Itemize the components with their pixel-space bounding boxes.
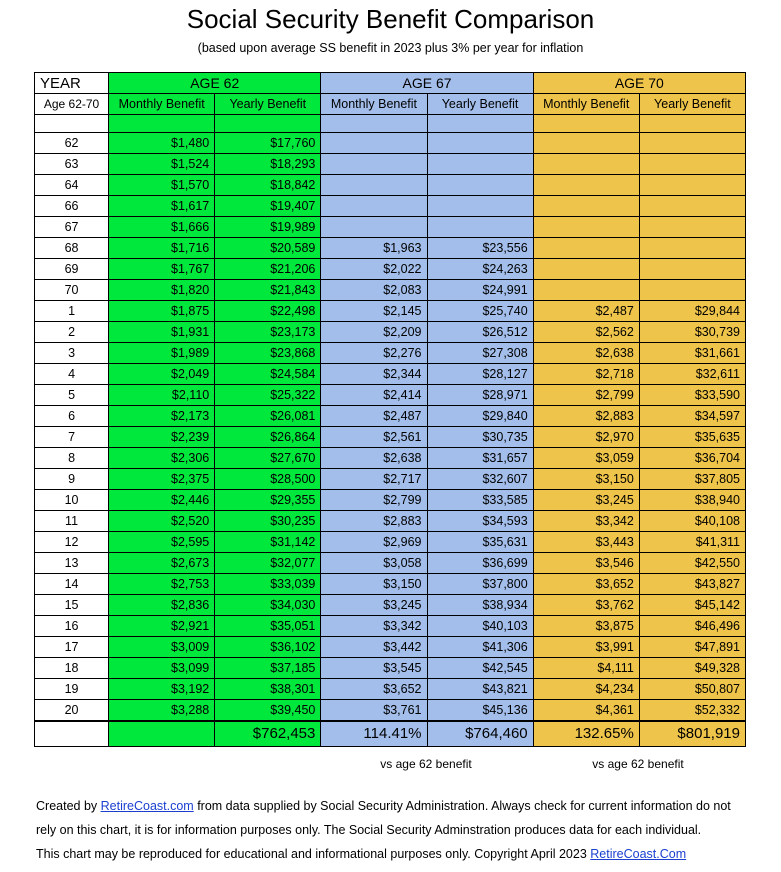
cell-age70-yearly (639, 217, 745, 238)
cell-age70-monthly: $3,245 (533, 490, 639, 511)
cell-age67-yearly: $38,934 (427, 595, 533, 616)
cell-age70-yearly: $42,550 (639, 553, 745, 574)
cell-age67-monthly: $2,145 (321, 301, 427, 322)
cell-age67-yearly: $42,545 (427, 658, 533, 679)
group-header-age62: AGE 62 (109, 73, 321, 94)
subheader-age67-yearly: Yearly Benefit (427, 94, 533, 115)
cell-age62-monthly: $2,921 (109, 616, 215, 637)
cell-age70-yearly: $34,597 (639, 406, 745, 427)
cell-age67-monthly (321, 133, 427, 154)
cell-age62-yearly: $28,500 (215, 469, 321, 490)
table-row (35, 322, 746, 343)
subheader-age62-monthly: Monthly Benefit (109, 94, 215, 115)
cell-age67-yearly: $33,585 (427, 490, 533, 511)
footer-line1-prefix: Created by (36, 799, 101, 813)
totals-row (35, 721, 746, 747)
cell-age70-monthly: $3,762 (533, 595, 639, 616)
cell-age70-monthly: $3,059 (533, 448, 639, 469)
cell-age67-monthly: $3,150 (321, 574, 427, 595)
cell-age70-yearly: $50,807 (639, 679, 745, 700)
cell-age62-yearly: $26,864 (215, 427, 321, 448)
cell-age67-yearly: $41,306 (427, 637, 533, 658)
cell-year: 17 (35, 637, 109, 658)
table-row (35, 406, 746, 427)
cell-age62-monthly: $3,009 (109, 637, 215, 658)
cell-age67-yearly: $37,800 (427, 574, 533, 595)
cell-age70-monthly: $2,883 (533, 406, 639, 427)
table-row (35, 343, 746, 364)
cell-age70-monthly (533, 259, 639, 280)
footer-line-3 (36, 842, 748, 866)
cell-age67-monthly: $2,487 (321, 406, 427, 427)
footer-disclaimer (36, 794, 748, 866)
cell-year: 12 (35, 532, 109, 553)
cell-age67-monthly: $3,442 (321, 637, 427, 658)
benefit-table (34, 72, 746, 747)
cell-year: 3 (35, 343, 109, 364)
cell-age67-monthly: $3,761 (321, 700, 427, 721)
totals-year (35, 721, 109, 747)
cell-age70-monthly: $2,718 (533, 364, 639, 385)
cell-age62-yearly: $37,185 (215, 658, 321, 679)
cell-age62-monthly: $1,524 (109, 154, 215, 175)
cell-age67-monthly: $2,561 (321, 427, 427, 448)
cell-age70-monthly: $2,562 (533, 322, 639, 343)
cell-age70-yearly: $30,739 (639, 322, 745, 343)
benefit-table-container (34, 72, 746, 747)
cell-age67-yearly: $32,607 (427, 469, 533, 490)
cell-year: 4 (35, 364, 109, 385)
cell-age70-yearly: $29,844 (639, 301, 745, 322)
cell-age62-yearly: $27,670 (215, 448, 321, 469)
cell-age67-yearly: $28,127 (427, 364, 533, 385)
year-header-cell: YEAR (35, 73, 109, 94)
cell-age62-monthly: $1,570 (109, 175, 215, 196)
cell-year: 9 (35, 469, 109, 490)
cell-year: 64 (35, 175, 109, 196)
cell-age67-monthly: $2,083 (321, 280, 427, 301)
cell-age70-yearly (639, 196, 745, 217)
cell-age70-monthly: $3,652 (533, 574, 639, 595)
cell-age67-monthly (321, 175, 427, 196)
table-row (35, 469, 746, 490)
subheader-age67-monthly: Monthly Benefit (321, 94, 427, 115)
cell-age67-monthly: $3,058 (321, 553, 427, 574)
cell-age70-yearly: $52,332 (639, 700, 745, 721)
age-range-label: Age 62-70 (35, 94, 109, 115)
spacer-cell-year (35, 115, 109, 133)
cell-age70-monthly: $3,546 (533, 553, 639, 574)
cell-year: 5 (35, 385, 109, 406)
cell-age67-yearly: $27,308 (427, 343, 533, 364)
cell-age70-monthly (533, 175, 639, 196)
cell-age67-yearly (427, 217, 533, 238)
cell-year: 14 (35, 574, 109, 595)
footer-line3-prefix: This chart may be reproduced for educational and informational purposes only. Copyright April 2023 (36, 847, 591, 861)
table-head (35, 73, 746, 115)
cell-age70-monthly: $2,970 (533, 427, 639, 448)
spacer-cell-a70y (639, 115, 745, 133)
table-row (35, 154, 746, 175)
cell-year: 11 (35, 511, 109, 532)
cell-year: 8 (35, 448, 109, 469)
cell-age67-yearly: $45,136 (427, 700, 533, 721)
cell-age67-yearly: $43,821 (427, 679, 533, 700)
cell-year: 16 (35, 616, 109, 637)
cell-year: 6 (35, 406, 109, 427)
cell-age62-monthly: $1,875 (109, 301, 215, 322)
cell-age62-monthly: $1,820 (109, 280, 215, 301)
cell-age62-monthly: $2,595 (109, 532, 215, 553)
cell-year: 2 (35, 322, 109, 343)
page-subtitle: (based upon average SS benefit in 2023 plus 3% per year for inflation (197, 41, 584, 55)
cell-year: 19 (35, 679, 109, 700)
table-row (35, 616, 746, 637)
cell-age70-monthly: $4,234 (533, 679, 639, 700)
totals-age67-percent: 114.41% (321, 721, 427, 747)
table-row (35, 280, 746, 301)
totals-age62-monthly (109, 721, 215, 747)
cell-age62-monthly: $1,989 (109, 343, 215, 364)
cell-year: 15 (35, 595, 109, 616)
cell-age67-yearly: $24,263 (427, 259, 533, 280)
table-row (35, 175, 746, 196)
cell-age67-yearly (427, 133, 533, 154)
cell-age62-yearly: $26,081 (215, 406, 321, 427)
page-title: Social Security Benefit Comparison (186, 4, 595, 34)
cell-age70-monthly: $3,443 (533, 532, 639, 553)
table-row (35, 217, 746, 238)
group-header-row (35, 73, 746, 94)
cell-age67-yearly: $35,631 (427, 532, 533, 553)
cell-age62-monthly: $1,617 (109, 196, 215, 217)
cell-year: 7 (35, 427, 109, 448)
spacer-cell-a62y (215, 115, 321, 133)
cell-age62-yearly: $32,077 (215, 553, 321, 574)
cell-age62-yearly: $20,589 (215, 238, 321, 259)
cell-age62-monthly: $3,288 (109, 700, 215, 721)
cell-age62-monthly: $2,673 (109, 553, 215, 574)
cell-age62-yearly: $29,355 (215, 490, 321, 511)
cell-age67-yearly (427, 196, 533, 217)
cell-age62-monthly: $1,767 (109, 259, 215, 280)
cell-age62-yearly: $23,868 (215, 343, 321, 364)
cell-age70-yearly: $45,142 (639, 595, 745, 616)
table-row (35, 238, 746, 259)
cell-age67-yearly: $36,699 (427, 553, 533, 574)
cell-year: 13 (35, 553, 109, 574)
spacer-cell-a67m (321, 115, 427, 133)
cell-age62-monthly: $2,239 (109, 427, 215, 448)
cell-age67-monthly: $2,969 (321, 532, 427, 553)
table-row (35, 595, 746, 616)
cell-age67-yearly: $23,556 (427, 238, 533, 259)
cell-age67-monthly: $2,276 (321, 343, 427, 364)
cell-age62-yearly: $38,301 (215, 679, 321, 700)
cell-age70-yearly: $43,827 (639, 574, 745, 595)
cell-age70-monthly (533, 133, 639, 154)
cell-age67-yearly (427, 175, 533, 196)
cell-age62-yearly: $30,235 (215, 511, 321, 532)
cell-age62-monthly: $2,375 (109, 469, 215, 490)
spacer-cell-a70m (533, 115, 639, 133)
cell-age70-yearly: $49,328 (639, 658, 745, 679)
cell-age70-yearly: $47,891 (639, 637, 745, 658)
cell-age70-yearly: $37,805 (639, 469, 745, 490)
cell-age62-yearly: $19,989 (215, 217, 321, 238)
cell-age67-monthly: $1,963 (321, 238, 427, 259)
sub-header-row (35, 94, 746, 115)
cell-age62-yearly: $23,173 (215, 322, 321, 343)
cell-age67-monthly: $2,022 (321, 259, 427, 280)
cell-age70-yearly: $38,940 (639, 490, 745, 511)
totals-age70-percent: 132.65% (533, 721, 639, 747)
cell-age70-monthly (533, 238, 639, 259)
cell-age70-yearly (639, 280, 745, 301)
cell-age70-monthly (533, 154, 639, 175)
cell-age62-yearly: $25,322 (215, 385, 321, 406)
table-row (35, 385, 746, 406)
cell-age70-yearly: $41,311 (639, 532, 745, 553)
vs-label-age70: vs age 62 benefit (592, 757, 684, 771)
cell-age62-yearly: $33,039 (215, 574, 321, 595)
cell-age62-yearly: $19,407 (215, 196, 321, 217)
table-row (35, 133, 746, 154)
cell-age62-monthly: $2,836 (109, 595, 215, 616)
table-row (35, 301, 746, 322)
table-row (35, 364, 746, 385)
retirecoast-link-2[interactable]: RetireCoast.Com (590, 847, 687, 861)
retirecoast-link-1[interactable]: RetireCoast.com (100, 799, 194, 813)
cell-age70-monthly: $3,991 (533, 637, 639, 658)
cell-age62-yearly: $36,102 (215, 637, 321, 658)
cell-age62-yearly: $17,760 (215, 133, 321, 154)
spacer-cell-a67y (427, 115, 533, 133)
cell-age62-yearly: $39,450 (215, 700, 321, 721)
cell-age62-monthly: $2,049 (109, 364, 215, 385)
cell-age67-monthly (321, 196, 427, 217)
footer-line-2: rely on this chart, it is for information purposes only. The Social Security Adminstration produces data for each individual. (36, 823, 702, 837)
cell-age67-monthly: $2,209 (321, 322, 427, 343)
cell-age62-monthly: $2,520 (109, 511, 215, 532)
group-header-age67: AGE 67 (321, 73, 533, 94)
cell-age67-monthly: $3,545 (321, 658, 427, 679)
table-row (35, 700, 746, 721)
table-row (35, 679, 746, 700)
cell-age62-yearly: $18,842 (215, 175, 321, 196)
table-row (35, 448, 746, 469)
table-row (35, 637, 746, 658)
cell-age62-monthly: $2,446 (109, 490, 215, 511)
cell-age70-monthly: $2,487 (533, 301, 639, 322)
table-row (35, 490, 746, 511)
cell-year: 20 (35, 700, 109, 721)
cell-age62-monthly: $2,110 (109, 385, 215, 406)
table-row (35, 511, 746, 532)
cell-age62-monthly: $1,931 (109, 322, 215, 343)
cell-year: 68 (35, 238, 109, 259)
table-row (35, 532, 746, 553)
cell-age62-monthly: $2,753 (109, 574, 215, 595)
cell-age67-yearly: $25,740 (427, 301, 533, 322)
cell-age62-yearly: $18,293 (215, 154, 321, 175)
cell-year: 69 (35, 259, 109, 280)
subheader-age70-yearly: Yearly Benefit (639, 94, 745, 115)
cell-age70-monthly (533, 217, 639, 238)
table-row (35, 553, 746, 574)
footer-line-1 (36, 794, 748, 818)
cell-age70-monthly: $3,342 (533, 511, 639, 532)
spacer-row (35, 115, 746, 133)
cell-age70-yearly (639, 238, 745, 259)
title-block (0, 0, 781, 56)
table-row (35, 574, 746, 595)
cell-age70-yearly: $40,108 (639, 511, 745, 532)
cell-age62-yearly: $34,030 (215, 595, 321, 616)
cell-age67-yearly: $31,657 (427, 448, 533, 469)
cell-age67-monthly: $2,638 (321, 448, 427, 469)
cell-year: 10 (35, 490, 109, 511)
cell-age62-monthly: $1,666 (109, 217, 215, 238)
cell-age70-monthly: $2,799 (533, 385, 639, 406)
cell-age62-yearly: $21,843 (215, 280, 321, 301)
cell-age67-yearly: $29,840 (427, 406, 533, 427)
cell-age67-monthly: $2,414 (321, 385, 427, 406)
cell-age70-monthly: $3,150 (533, 469, 639, 490)
subheader-age70-monthly: Monthly Benefit (533, 94, 639, 115)
cell-age67-yearly: $26,512 (427, 322, 533, 343)
cell-age70-yearly (639, 175, 745, 196)
cell-age62-yearly: $35,051 (215, 616, 321, 637)
cell-age67-monthly (321, 154, 427, 175)
cell-year: 1 (35, 301, 109, 322)
cell-age62-monthly: $2,173 (109, 406, 215, 427)
cell-age62-yearly: $24,584 (215, 364, 321, 385)
cell-age67-monthly: $3,342 (321, 616, 427, 637)
cell-year: 62 (35, 133, 109, 154)
cell-age67-yearly: $28,971 (427, 385, 533, 406)
totals-age62-yearly: $762,453 (215, 721, 321, 747)
cell-age67-yearly: $30,735 (427, 427, 533, 448)
cell-year: 63 (35, 154, 109, 175)
table-row (35, 427, 746, 448)
cell-year: 66 (35, 196, 109, 217)
cell-age70-yearly: $35,635 (639, 427, 745, 448)
cell-age70-yearly (639, 133, 745, 154)
cell-age62-yearly: $22,498 (215, 301, 321, 322)
cell-age67-yearly: $24,991 (427, 280, 533, 301)
cell-age62-monthly: $3,192 (109, 679, 215, 700)
cell-age67-monthly: $3,245 (321, 595, 427, 616)
cell-age62-monthly: $3,099 (109, 658, 215, 679)
cell-age70-yearly: $46,496 (639, 616, 745, 637)
cell-age67-monthly: $2,883 (321, 511, 427, 532)
footer-line1-suffix: from data supplied by Social Security Administration. Always check for current information do not (193, 799, 731, 813)
cell-age70-yearly: $33,590 (639, 385, 745, 406)
cell-year: 18 (35, 658, 109, 679)
table-body (35, 115, 746, 721)
cell-age70-monthly: $4,361 (533, 700, 639, 721)
table-row (35, 259, 746, 280)
table-row (35, 196, 746, 217)
cell-age67-monthly (321, 217, 427, 238)
cell-age67-yearly: $34,593 (427, 511, 533, 532)
vs-labels-row (34, 757, 746, 773)
cell-age70-monthly: $4,111 (533, 658, 639, 679)
cell-age70-yearly (639, 259, 745, 280)
table-row (35, 658, 746, 679)
cell-age62-monthly: $2,306 (109, 448, 215, 469)
cell-age70-yearly: $32,611 (639, 364, 745, 385)
cell-age67-yearly (427, 154, 533, 175)
cell-age67-monthly: $2,717 (321, 469, 427, 490)
subheader-age62-yearly: Yearly Benefit (215, 94, 321, 115)
totals-age70-yearly: $801,919 (639, 721, 745, 747)
cell-age70-monthly (533, 196, 639, 217)
cell-age62-monthly: $1,716 (109, 238, 215, 259)
cell-age67-monthly: $3,652 (321, 679, 427, 700)
cell-age67-monthly: $2,344 (321, 364, 427, 385)
cell-year: 67 (35, 217, 109, 238)
cell-age70-monthly: $3,875 (533, 616, 639, 637)
totals-age67-yearly: $764,460 (427, 721, 533, 747)
cell-age70-monthly: $2,638 (533, 343, 639, 364)
cell-year: 70 (35, 280, 109, 301)
cell-age70-yearly (639, 154, 745, 175)
table-foot (35, 721, 746, 747)
cell-age70-yearly: $31,661 (639, 343, 745, 364)
cell-age62-yearly: $21,206 (215, 259, 321, 280)
spacer-cell-a62m (109, 115, 215, 133)
cell-age70-monthly (533, 280, 639, 301)
vs-label-age67: vs age 62 benefit (380, 757, 472, 771)
cell-age70-yearly: $36,704 (639, 448, 745, 469)
cell-age62-monthly: $1,480 (109, 133, 215, 154)
cell-age67-yearly: $40,103 (427, 616, 533, 637)
group-header-age70: AGE 70 (533, 73, 745, 94)
cell-age62-yearly: $31,142 (215, 532, 321, 553)
cell-age67-monthly: $2,799 (321, 490, 427, 511)
